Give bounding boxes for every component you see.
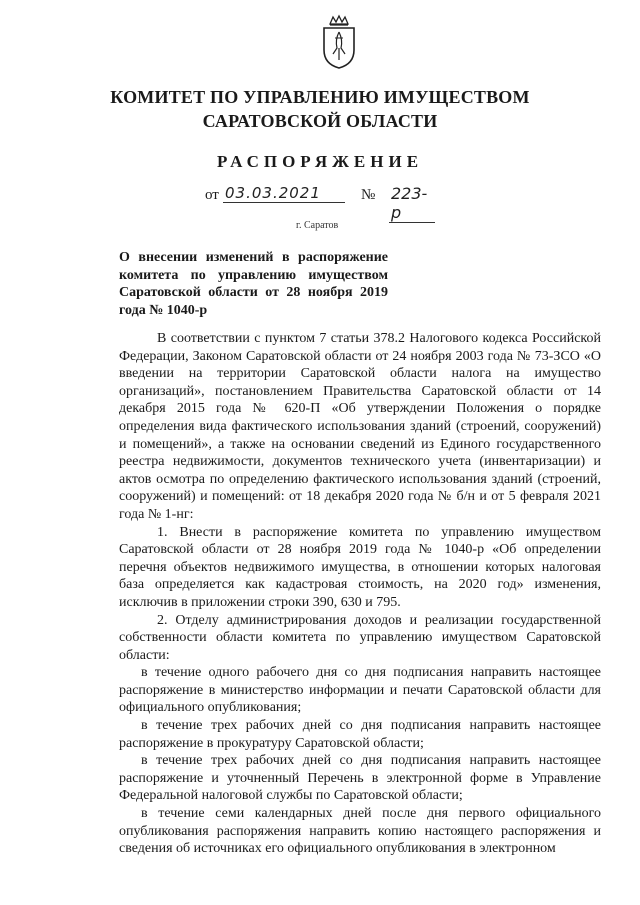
list-item: в течение трех рабочих дней со дня подписания направить настоящее распоряжение в прокуратуру Саратовской области; [119,718,601,751]
handwritten-date: 03.03.2021 [223,184,345,203]
organization-name-line2: САРАТОВСКОЙ ОБЛАСТИ [202,111,438,131]
date-prefix: от [205,187,219,203]
city-label: г. Саратов [296,220,339,231]
paragraph-2: 2. Отделу администрирования доходов и реализации государственной собственности области комитета по управлению имуществом Саратовской области: [119,612,601,663]
list-item: в течение трех рабочих дней со дня подписания направить настоящее распоряжение и уточненный Перечень в электронной форме в Управление Федеральной налоговой службы по Саратовской области; [119,753,601,804]
document-subject: О внесении изменений в распоряжение комитета по управлению имуществом Саратовской области от 28 ноября 2019 года № 1040-р [119,250,388,318]
document-type-title: РАСПОРЯЖЕНИЕ [216,152,424,171]
list-item: в течение одного рабочего дня со дня подписания направить настоящее распоряжение в министерство информации и печати Саратовской области для официального опубликования; [119,665,601,716]
document-body [119,330,601,858]
number-label: № [361,187,376,203]
coat-of-arms-icon [318,14,360,70]
list-item: в течение семи календарных дней после дня первого официального опубликования распоряжения направить копию настоящего распоряжения и сведения об источниках его официального опубликования в электронном [119,806,601,857]
organization-name-line1: КОМИТЕТ ПО УПРАВЛЕНИЮ ИМУЩЕСТВОМ [110,87,530,107]
date-number-line [205,184,445,222]
handwritten-number: 223-р [389,184,435,223]
intro-paragraph: В соответствии с пунктом 7 статьи 378.2 Налогового кодекса Российской Федерации, Законом Саратовской области от 24 ноября 2003 года № 73-ЗСО «О введении на территории Саратовской области налога на имущество организаций», постановлением Правительства Саратовской области от 14 декабря 2015 года № 620-П «Об утверждении Положения о порядке определения вида фактического использования зданий (строений, сооружений) и помещений», а также на основании сведений из Единого государственного реестра недвижимости, документов технического учета (инвентаризации) и актов осмотра по определению фактического использования зданий (строений, сооружений) и помещений: от 18 декабря 2020 года № б/н и от 5 февраля 2021 года № 1-нг: [119,331,601,522]
paragraph-1: 1. Внести в распоряжение комитета по управлению имуществом Саратовской области от 28 ноября 2019 года № 1040-р «Об определении перечня объектов недвижимого имущества, в отношении которых налоговая база определяется как кадастровая стоимость, на 2020 год» изменения, исключив в приложении строки 390, 630 и 795. [119,524,601,610]
